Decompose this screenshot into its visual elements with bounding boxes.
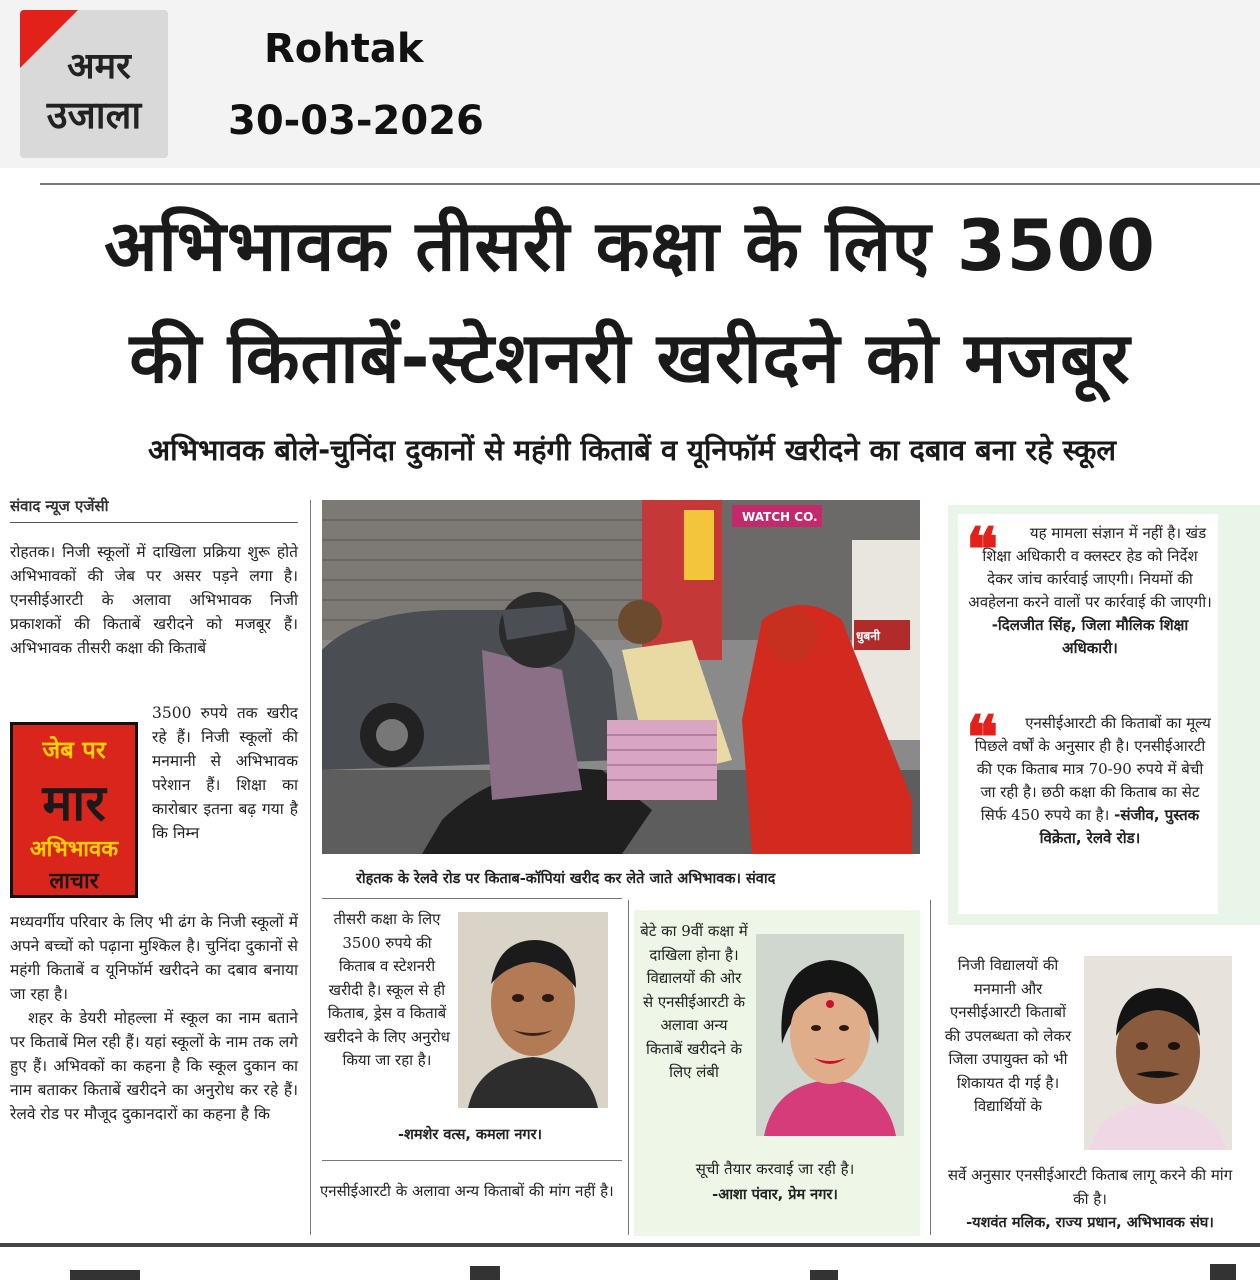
edition-city: Rohtak <box>264 26 424 72</box>
logo-line2: उजाला <box>46 93 142 137</box>
card-2-sign: -आशा पंवार, प्रेम नगर। <box>712 1187 838 1203</box>
card-3-text: निजी विद्यालयों की मनमानी और एनसीईआरटी किताबों की उपलब्धता को लेकर जिला उपायुक्त को भी शिकायत दी गई है। विद्यार्थियों के <box>944 956 1072 1115</box>
quote-1 <box>966 515 1212 660</box>
quote-2-text: एनसीईआरटी की किताबों का मूल्य पिछले वर्षों के अनुसार ही है। एनसीईआरटी की एक किताब मात्र 70-90 रुपये में बेची जा रही है। छठी कक्षा की किताब का सेट सिर्फ 450 रुपये का है। <box>974 714 1211 824</box>
man-portrait-icon <box>458 912 608 1108</box>
edition-date: 30-03-2026 <box>228 98 484 144</box>
man-portrait-icon <box>1084 956 1232 1150</box>
card-1-portrait[interactable] <box>458 912 608 1108</box>
card-3-sign: -यशवंत मलिक, राज्य प्रधान, अभिभावक संघ। <box>966 1215 1214 1231</box>
quote-2 <box>968 712 1212 850</box>
article-paragraph-3: शहर के डेयरी मोहल्ला में स्कूल का नाम बताने पर किताबें मिल रही हैं। यहां स्कूलों के नाम तक लगे हुए हैं। अभिवकों का कहना है कि स्कूल दुकान का नाम बताकर किताबें खरीदने का अनुरोध कर रहे हैं। रेलवे रोड पर मौजूद दुकानदारों का कहना है कि <box>10 1009 298 1123</box>
column-divider <box>310 500 311 1235</box>
card-1-extra: एनसीईआरटी के अलावा अन्य किताबों की मांग नहीं है। <box>320 1182 614 1200</box>
bottom-rule <box>0 1243 1260 1247</box>
subheadline: अभिभावक बोले-चुनिंदा दुकानों से महंगी किताबें व यूनिफॉर्म खरीदने का दबाव बना रहे स्कूल <box>147 433 1117 467</box>
photo-sign-shop: धुबनी <box>856 629 881 643</box>
quote-2-sign: -संजीव, पुस्तक विक्रेता, रेलवे रोड। <box>1039 806 1200 847</box>
headline-line1: अभिभावक तीसरी कक्षा के लिए 3500 <box>104 205 1156 287</box>
side-box-line2: मार <box>42 774 106 832</box>
amar-ujala-logo[interactable] <box>20 10 168 158</box>
masthead-divider <box>40 183 1260 185</box>
headline <box>0 190 1260 414</box>
masthead-bar <box>0 0 1260 168</box>
card-1-bottom-rule <box>322 1160 622 1161</box>
card-2-portrait[interactable] <box>756 934 904 1136</box>
street-scene-illustration <box>322 500 920 854</box>
article-paragraph-2: मध्यवर्गीय परिवार के लिए भी ढंग के निजी स्कूलों में अपने बच्चों को पढ़ाना मुश्किल है। चुनिंदा दुकानों से महंगी किताबें व यूनिफॉर्म खरीदने का दबाव बनाया जा रहा है। <box>10 913 298 1003</box>
quote-1-text: यह मामला संज्ञान में नहीं है। खंड शिक्षा अधिकारी व क्लस्टर हेड को निर्देश देकर जांच कार्रवाई जाएगी। नियमों की अवहेलना करने वालों पर कार्रवाई की जाएगी। <box>968 524 1212 611</box>
article-paragraph-1-cont: 3500 रुपये तक खरीद रहे हैं। निजी स्कूलों की मनमानी से अभिभावक परेशान हैं। शिक्षा का कारोबार इतना बढ़ गया है कि निम्न <box>152 704 298 842</box>
byline: संवाद न्यूज एजेंसी <box>10 497 109 515</box>
column-divider <box>628 900 629 1235</box>
side-box-line4: लाचार <box>49 869 99 894</box>
card-1-sign: -शमशेर वत्स, कमला नगर। <box>397 1127 543 1143</box>
card-2-text: बेटे का 9वीं कक्षा में दाखिला होना है। विद्यालयों की ओर से एनसीईआरटी के अलावा अन्य किताबें खरीदने के लिए लंबी <box>640 922 748 1081</box>
column-divider <box>930 900 931 1235</box>
next-article-cutoff <box>0 1252 1260 1280</box>
card-2-text-cont: सूची तैयार करवाई जा रही है। <box>695 1160 855 1178</box>
photo-caption: रोहतक के रेलवे रोड पर किताब-कॉपियां खरीद कर लेते जाते अभिभावक। संवाद <box>356 871 776 887</box>
headline-line2: की किताबें-स्टेशनरी खरीदने को मजबूर <box>129 317 1131 399</box>
side-highlight-box <box>10 722 138 898</box>
article-paragraph-1: रोहतक। निजी स्कूलों में दाखिला प्रक्रिया शुरू होते अभिभावकों की जेब पर असर पड़ने लगा है। एनसीईआरटी के अलावा अभिभावक निजी प्रकाशकों की किताबें खरीदने को मजबूर हैं। अभिभावक तीसरी कक्षा की किताबें <box>10 543 298 657</box>
cutoff-text-fragments <box>0 1252 1260 1280</box>
side-box-line1: जेब पर <box>42 736 106 764</box>
logo-line1: अमर <box>67 46 131 87</box>
woman-portrait-icon <box>756 934 904 1136</box>
news-photo[interactable] <box>322 500 920 854</box>
quote-mark-icon: ❝ <box>966 703 999 773</box>
card-1-text: तीसरी कक्षा के लिए 3500 रुपये की किताब व स्टेशनरी खरीदी है। स्कूल से ही किताब, ड्रेस व किताबें खरीदने के लिए अनुरोध किया जा रहा है। <box>324 910 450 1069</box>
card-3-portrait[interactable] <box>1084 956 1232 1150</box>
card-3-text-cont: सर्वे अनुसार एनसीईआरटी किताब लागू करने की मांग की है। <box>947 1166 1233 1208</box>
quote-mark-icon: ❝ <box>966 515 999 585</box>
quote-1-sign: -दिलजीत सिंह, जिला मौलिक शिक्षा अधिकारी। <box>991 616 1189 657</box>
card-1-top-rule <box>322 898 622 899</box>
byline-divider <box>10 522 298 523</box>
article-paragraphs-2-3 <box>10 910 298 1126</box>
photo-sign-watch: WATCH CO. <box>742 510 818 524</box>
side-box-line3: अभिभावक <box>29 837 119 862</box>
